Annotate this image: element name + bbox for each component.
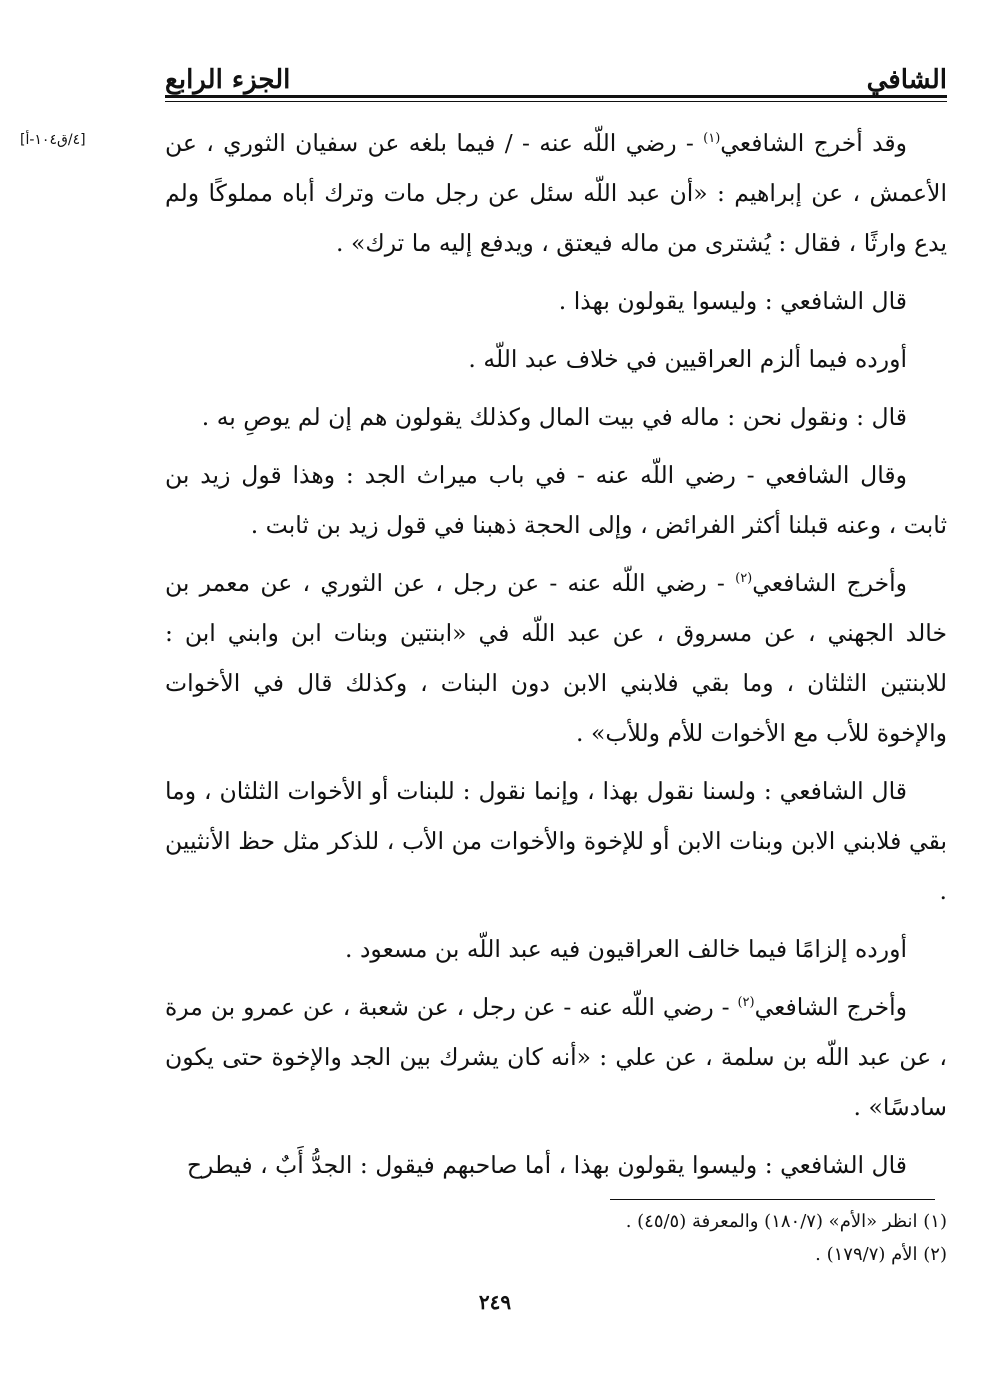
paragraph: أورده إلزامًا فيما خالف العراقيون فيه عبد اللّه بن مسعود . (345, 935, 907, 963)
header-rule-thin (165, 101, 947, 102)
footnotes (165, 1205, 947, 1271)
paragraph: قال الشافعي : ولسنا نقول بهذا ، وإنما نقول : للبنات أو الأخوات الثلثان ، وما بقي فلابني الابن وبنات الابن أو للإخوة والأخوات من الأب ، للذكر مثل حظ الأنثيين . (165, 777, 947, 905)
footnote-separator (610, 1199, 935, 1200)
paragraph: قال الشافعي : وليسوا يقولون بهذا . (558, 287, 907, 315)
paragraph: وأخرج الشافعي$^{(٢)}$ - رضي اللّه عنه - عن رجل ، عن شعبة ، عن عمرو بن مرة ، عن عبد اللّه بن سلمة ، عن علي : «أنه كان يشرك بين الجد والإخوة حتى يكون سادسًا» . (165, 993, 947, 1121)
footnote-ref[interactable]: (٢) (737, 995, 755, 1011)
footnote-ref[interactable]: (١) (703, 131, 721, 147)
book-title: الشافي (866, 65, 947, 95)
manuscript-folio-note: [٤/ق١٠٤-أ] (20, 132, 86, 148)
page-number: ٢٤٩ (478, 1290, 512, 1314)
footnote: (٢) الأم (١٧٩/٧) . (815, 1244, 947, 1265)
paragraph: قال الشافعي : وليسوا يقولون بهذا ، أما صاحبهم فيقول : الجدُّ أَبٌ ، فيطرح (186, 1151, 907, 1179)
main-text (165, 118, 947, 1198)
running-header (165, 55, 947, 95)
volume-label: الجزء الرابع (165, 65, 291, 95)
paragraph: وأخرج الشافعي$^{(٢)}$ - رضي اللّه عنه - عن رجل ، عن الثوري ، عن معمر بن خالد الجهني ، عن مسروق ، عن عبد اللّه في «ابنتين وبنات ابن وابني ابن : للابنتين الثلثان ، وما بقي فلابني الابن دون البنات ، وكذلك قال في الأخوات والإخوة للأب مع الأخوات للأم وللأب» . (165, 569, 947, 747)
footnote: (١) انظر «الأم» (١٨٠/٧) والمعرفة (٤٥/٥) . (625, 1211, 947, 1232)
footnote-ref[interactable]: (٢) (735, 571, 753, 587)
paragraph: أورده فيما ألزم العراقيين في خلاف عبد اللّه . (468, 345, 907, 373)
header-rule-thick (165, 95, 947, 98)
paragraph: وقال الشافعي - رضي اللّه عنه - في باب ميراث الجد : وهذا قول زيد بن ثابت ، وعنه قبلنا أكثر الفرائض ، وإلى الحجة ذهبنا في قول زيد بن ثابت . (165, 461, 947, 539)
paragraph: وقد أخرج الشافعي$^{(١)}$ - رضي اللّه عنه - / فيما بلغه عن سفيان الثوري ، عن الأعمش ، عن إبراهيم : «أن عبد اللّه سئل عن رجل مات وترك أباه مملوكًا ولم يدع وارثًا ، فقال : يُشترى من ماله فيعتق ، ويدفع إليه ما ترك» . (165, 129, 947, 257)
paragraph: قال : ونقول نحن : ماله في بيت المال وكذلك يقولون هم إن لم يوصِ به . (201, 403, 907, 431)
